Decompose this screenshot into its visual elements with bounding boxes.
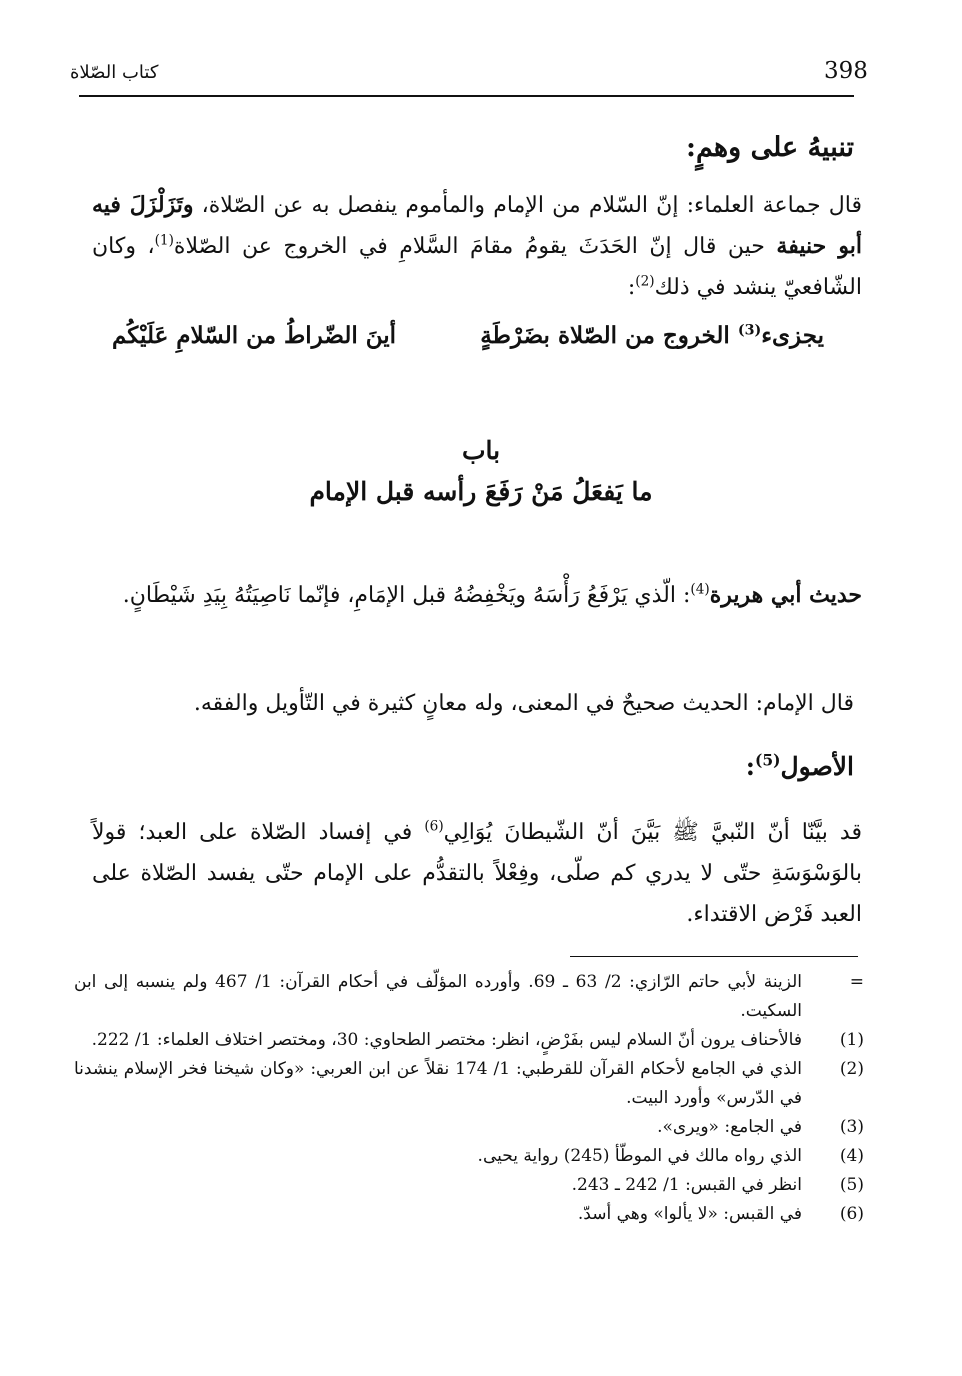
footnote-marker: (3)	[839, 1117, 864, 1137]
footnote-marker: =	[849, 972, 864, 992]
footnote-marker: (4)	[839, 1146, 864, 1166]
usul-colon: :	[745, 752, 755, 781]
footnote-marker: (2)	[839, 1059, 864, 1079]
footnote-marker: (5)	[839, 1175, 864, 1195]
paragraph-scholars	[92, 185, 862, 308]
chapter-title: ما يَفعَلُ مَنْ رَفَعَ رأسه قبل الإمام	[309, 477, 653, 506]
paragraph-text: ، وكان الشّافعيّ ينشد في ذلك	[92, 234, 862, 300]
footnote-ref: (6)	[424, 818, 444, 835]
footnote-ref: (3)	[737, 322, 762, 339]
paragraph-emphasis: وتَزَلْزَلَ فيه أبو حنيفة	[92, 192, 863, 259]
footnote-6	[74, 1200, 864, 1229]
verse-text: يجزىء	[761, 322, 824, 349]
verse-second-hemistich: أينَ الضّراطُ من السّلامِ عَلَيْكُم	[112, 322, 397, 349]
footnote-marker: (1)	[839, 1030, 864, 1050]
chapter-label: باب	[461, 436, 501, 465]
footnote-text: الذي رواه مالك في الموطّأ (245) رواية يحيى.	[477, 1146, 802, 1166]
footnote-text: الذي في الجامع لأحكام القرآن للقرطبي: 1/ 174 نقلاً عن ابن العربي: «وكان شيخنا فخر الإسلام ينشدنا في الدّرس» وأورد البيت.	[74, 1059, 802, 1108]
paragraph-text: قد بيَّنّا أنّ النّبيَّ ﷺ بَيَّنَ أنّ الشّيطانَ يُوَالِي	[443, 820, 863, 845]
paragraph-text: في إفساد الصّلاة على العبد؛ قولاً بالوَسْوَسَةِ حتّى لا يدري كم صلّى، وفِعْلاً بالتقدُّم على الإمام حتّى يفسد الصّلاة على العبد فَرْض الاقتداء.	[92, 820, 862, 927]
footnote-2	[74, 1055, 864, 1113]
footnote-ref: (1)	[154, 232, 174, 249]
usul-paragraph	[92, 812, 862, 935]
footnote-rule	[570, 956, 858, 957]
paragraph-text: :	[627, 275, 636, 300]
header-rule	[79, 95, 854, 97]
usul-label: الأصول	[780, 752, 854, 781]
paragraph-text: حين قال إنّ الحَدَثَ يقومُ مقامَ السَّلامِ في الخروج عن الصّلاة	[173, 234, 777, 259]
footnote-5	[74, 1171, 864, 1200]
footnote-1	[74, 1026, 864, 1055]
verse-text: الخروج من الصّلاة بضَرْطَةٍ	[480, 322, 738, 349]
page-number: 398	[824, 58, 868, 84]
footnote-ref: (5)	[755, 750, 781, 770]
footnote-text: انظر في القبس: 1/ 242 ـ 243.	[571, 1175, 802, 1195]
hadith-paragraph	[92, 575, 862, 616]
footnote-text: في القبس: «لا يألوا» وهي أسدّ.	[577, 1204, 802, 1224]
paragraph-text: قال جماعة العلماء: إنّ السّلام من الإمام والمأموم ينفصل به عن الصّلاة،	[193, 193, 862, 218]
footnote-marker: (6)	[839, 1204, 864, 1224]
running-header-title: كتاب الصّلاة	[70, 62, 159, 83]
section-heading: تنبيهُ على وهمٍ:	[686, 132, 854, 163]
footnote-4	[74, 1142, 864, 1171]
footnote-text: في الجامع: «ويرى».	[657, 1117, 802, 1137]
footnotes	[74, 968, 864, 1229]
footnote-text: فالأحناف يرون أنّ السلام ليس بفَرْضٍ، انظر: مختصر الطحاوي: 30، ومختصر اختلاف العلماء: 1/ 222.	[91, 1030, 802, 1050]
footnote-continued	[74, 968, 864, 1026]
verse-first-hemistich	[480, 322, 824, 349]
hadith-text: : الّذي يَرْفَعُ رَأْسَهُ ويَخْفِضُهُ قبل الإمَامِ، فإنّما نَاصِيَتُهُ بِيَدِ شَيْطَانٍ.	[122, 583, 691, 608]
imam-comment: قال الإمام: الحديث صحيحٌ في المعنى، وله معانٍ كثيرة في التّأويل والفقه.	[193, 691, 854, 716]
hadith-source: حديث أبي هريرة	[709, 582, 862, 608]
footnote-ref: (4)	[690, 581, 710, 598]
footnote-text: الزينة لأبي حاتم الرّازي: 2/ 63 ـ 69. وأورده المؤلّف في أحكام القرآن: 1/ 467 ولم ينسبه إلى ابن السكيت.	[74, 972, 802, 1021]
footnote-ref: (2)	[635, 273, 655, 290]
footnote-3	[74, 1113, 864, 1142]
usul-heading	[746, 752, 854, 781]
